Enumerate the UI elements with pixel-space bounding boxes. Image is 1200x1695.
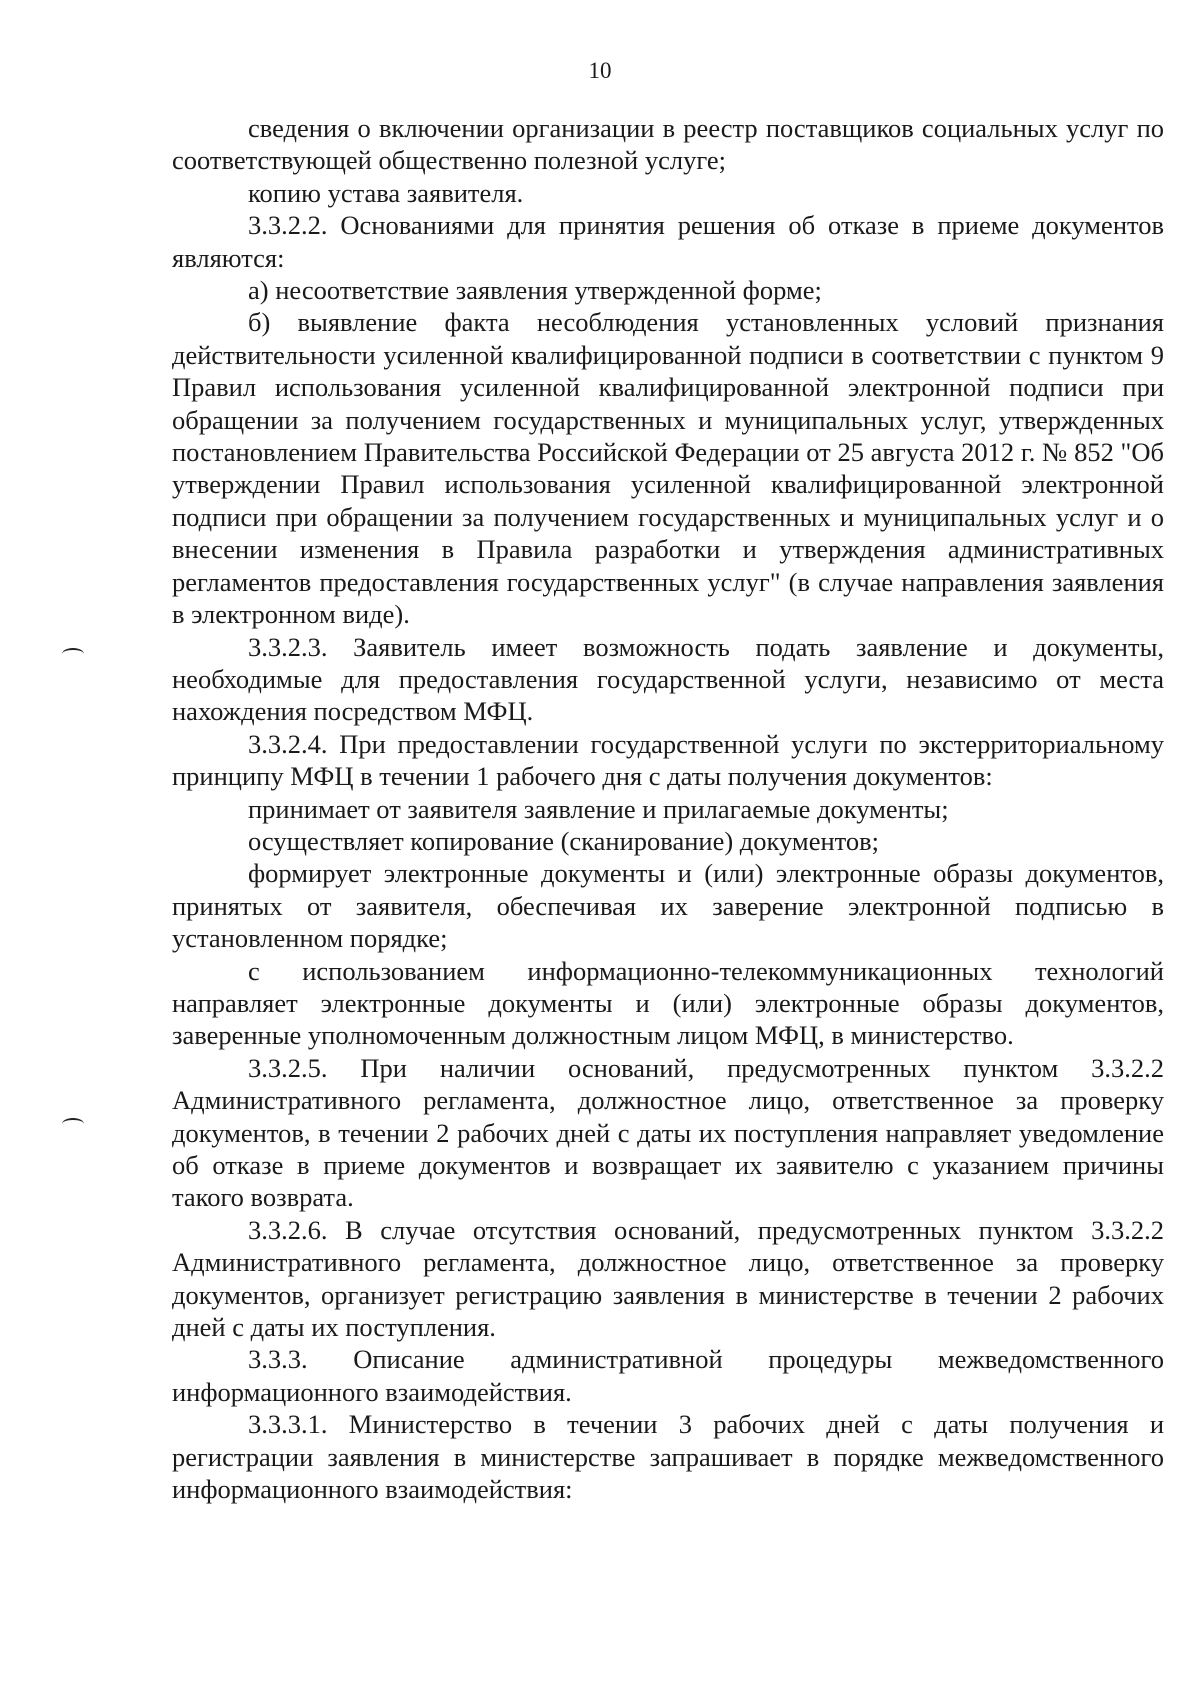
paragraph: 3.3.2.6. В случае отсутствия оснований, предусмотренных пунктом 3.3.2.2 Административного регламента, должностное лицо, ответственное за проверку документов, организует регистрацию заявления в министерстве в течении 2 рабочих дней с даты их поступления.: [172, 1214, 1164, 1343]
paragraph: сведения о включении организации в реестр поставщиков социальных услуг по соответствующей общественно полезной услуге;: [172, 113, 1164, 176]
paragraph: принимает от заявителя заявление и прилагаемые документы;: [248, 793, 949, 824]
paragraph: 3.3.3. Описание административной процедуры межведомственного информационного взаимодействия.: [172, 1344, 1164, 1407]
paragraph: а) несоответствие заявления утвержденной форме;: [248, 275, 822, 306]
paragraph: осуществляет копирование (сканирование) документов;: [248, 825, 879, 856]
punch-hole-mark: [62, 648, 84, 660]
document-body: [172, 112, 1164, 1505]
paragraph: с использованием информационно-телекоммуникационных технологий направляет электронные документы и (или) электронные образы документов, заверенные уполномоченным должностным лицом МФЦ, в министерство.: [172, 955, 1164, 1051]
paragraph: 3.3.2.4. При предоставлении государственной услуги по экстерриториальному принципу МФЦ в течении 1 рабочего дня с даты получения документов:: [172, 728, 1164, 792]
paragraph: формирует электронные документы и (или) электронные образы документов, принятых от заявителя, обеспечивая их заверение электронной подписью в установленном порядке;: [172, 858, 1164, 954]
paragraph: 3.3.3.1. Министерство в течении 3 рабочих дней с даты получения и регистрации заявления в министерстве запрашивает в порядке межведомственного информационного взаимодействия:: [172, 1409, 1164, 1505]
punch-hole-mark: [62, 1118, 84, 1130]
paragraph: 3.3.2.3. Заявитель имеет возможность подать заявление и документы, необходимые для предоставления государственной услуги, независимо от места нахождения посредством МФЦ.: [172, 631, 1164, 727]
paragraph: 3.3.2.2. Основаниями для принятия решения об отказе в приеме документов являются:: [172, 210, 1164, 273]
paragraph: 3.3.2.5. При наличии оснований, предусмотренных пунктом 3.3.2.2 Административного регламента, должностное лицо, ответственное за проверку документов, в течении 2 рабочих дней с даты их поступления направляет уведомление об отказе в приеме документов и возвращает их заявителю с указанием причины такого возврата.: [172, 1052, 1164, 1213]
paragraph: копию устава заявителя.: [248, 177, 524, 208]
paragraph: б) выявление факта несоблюдения установленных условий признания действительности усиленной квалифицированной подписи в соответствии с пунктом 9 Правил использования усиленной квалифицированной электронной подписи при обращении за получением государственных и муниципальных услуг, утвержденных постановлением Правительства Российской Федерации от 25 августа 2012 г. № 852 "Об утверждении Правил использования усиленной квалифицированной электронной подписи при обращении за получением государственных и муниципальных услуг и о внесении изменения в Правила разработки и утверждения административных регламентов предоставления государственных услуг" (в случае направления заявления в электронном виде).: [172, 307, 1164, 630]
page-number: 10: [588, 58, 612, 83]
